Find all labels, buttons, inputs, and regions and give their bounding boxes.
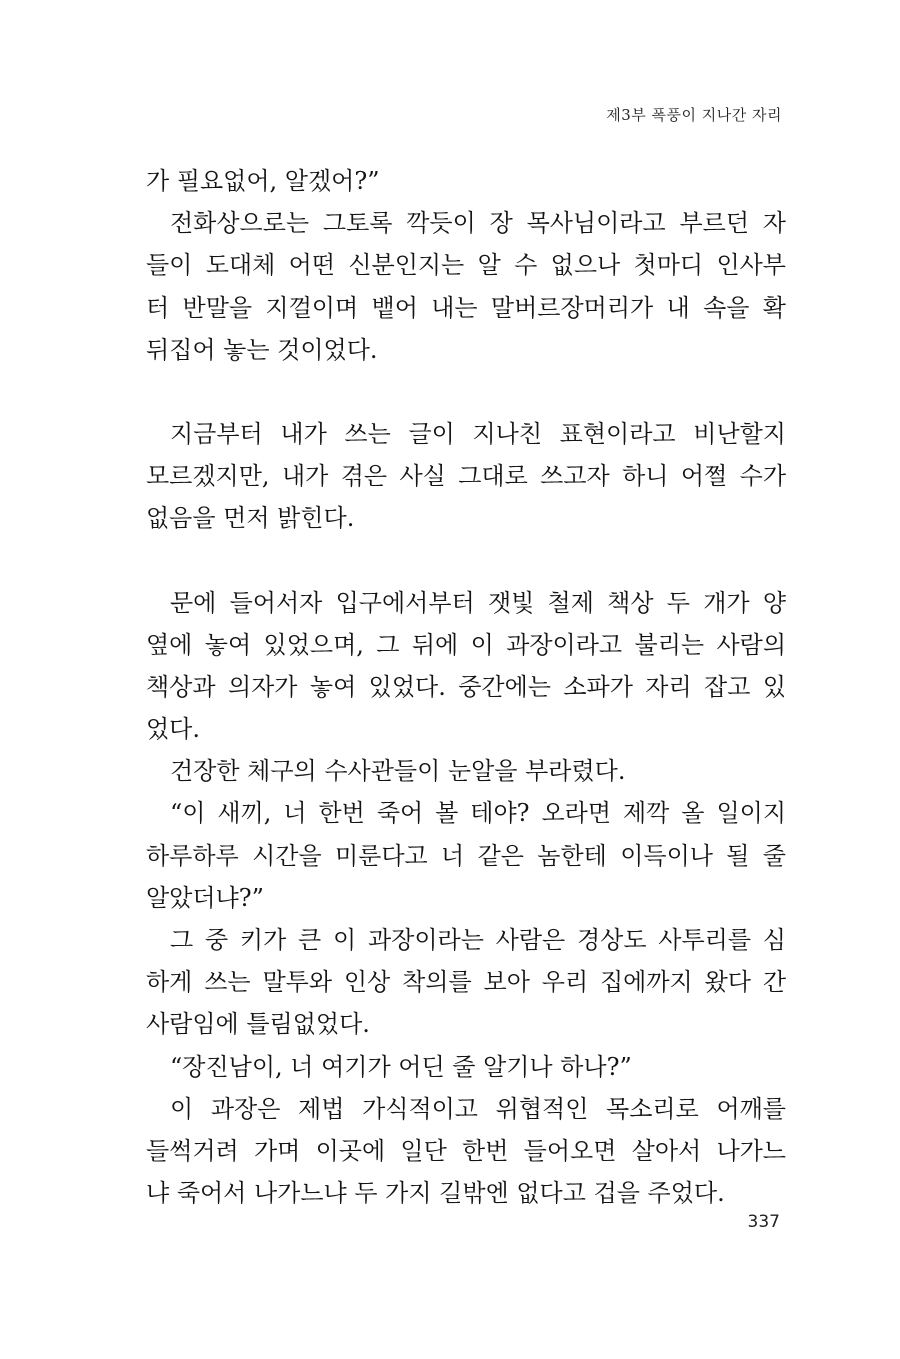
text-line: 옆에 놓여 있었으며, 그 뒤에 이 과장이라고 불리는 사람의 xyxy=(146,630,786,659)
text-line: 하루하루 시간을 미룬다고 너 같은 놈한테 이득이나 될 줄 xyxy=(146,841,786,870)
text-line: 책상과 의자가 놓여 있었다. 중간에는 소파가 자리 잡고 있 xyxy=(146,672,786,701)
paragraph xyxy=(146,160,786,202)
paragraph xyxy=(146,202,786,371)
text-line: 가 필요없어, 알겠어?” xyxy=(146,167,380,195)
text-line: 터 반말을 지껄이며 뱉어 내는 말버르장머리가 내 속을 확 xyxy=(146,293,786,322)
text-line: 알았더냐?” xyxy=(146,883,264,912)
paragraph xyxy=(146,582,786,751)
text-line: 건장한 체구의 수사관들이 눈알을 부라렸다. xyxy=(170,757,626,786)
paragraph xyxy=(146,1088,786,1215)
paragraph xyxy=(146,413,786,540)
running-header: 제3부 폭풍이 지나간 자리 xyxy=(606,106,782,124)
section-break xyxy=(146,540,786,582)
text-line: “이 새끼, 너 한번 죽어 볼 테야? 오라면 제깍 올 일이지 xyxy=(170,799,786,828)
text-line: 지금부터 내가 쓰는 글이 지나친 표현이라고 비난할지 xyxy=(170,419,786,448)
text-line: 하게 쓰는 말투와 인상 착의를 보아 우리 집에까지 왔다 간 xyxy=(146,968,786,997)
text-line: 들이 도대체 어떤 신분인지는 알 수 없으나 첫마디 인사부 xyxy=(146,251,786,280)
text-line: 냐 죽어서 나가느냐 두 가지 길밖엔 없다고 겁을 주었다. xyxy=(146,1179,725,1208)
section-break xyxy=(146,371,786,413)
text-line: 없음을 먼저 밝힌다. xyxy=(146,504,355,533)
paragraph xyxy=(146,919,786,1046)
text-line: 그 중 키가 큰 이 과장이라는 사람은 경상도 사투리를 심 xyxy=(170,926,786,954)
body-text xyxy=(146,160,786,1214)
text-line: 모르겠지만, 내가 겪은 사실 그대로 쓰고자 하니 어쩔 수가 xyxy=(146,462,786,491)
text-line: 들썩거려 가며 이곳에 일단 한번 들어오면 살아서 나가느 xyxy=(146,1136,786,1165)
text-line: 문에 들어서자 입구에서부터 잿빛 철제 책상 두 개가 양 xyxy=(170,588,786,617)
text-line: 었다. xyxy=(146,715,200,744)
text-line: 전화상으로는 그토록 깍듯이 장 목사님이라고 부르던 자 xyxy=(170,209,786,238)
text-line: 이 과장은 제법 가식적이고 위협적인 목소리로 어깨를 xyxy=(170,1094,786,1123)
paragraph xyxy=(146,750,786,792)
text-line: “장진남이, 너 여기가 어딘 줄 알기나 하나?” xyxy=(170,1052,632,1081)
text-line: 뒤집어 놓는 것이었다. xyxy=(146,335,378,364)
text-line: 사람임에 틀림없었다. xyxy=(146,1010,370,1039)
paragraph xyxy=(146,1046,786,1088)
page-number: 337 xyxy=(747,1212,780,1232)
paragraph xyxy=(146,792,786,919)
